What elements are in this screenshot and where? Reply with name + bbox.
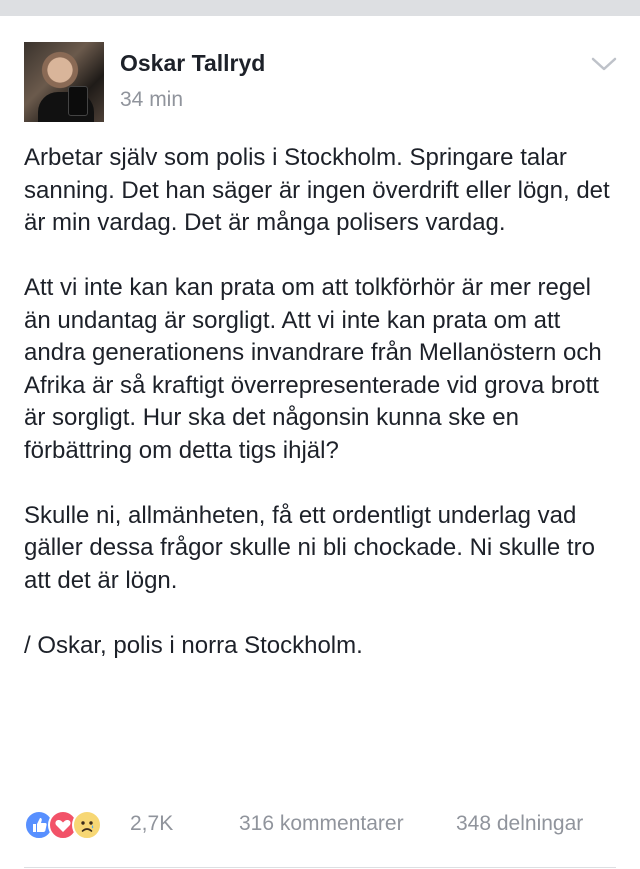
post-paragraph: Skulle ni, allmänheten, få ett ordentligt underlag vad gäller dessa frågor skulle ni bli chockade. Ni skulle tro att det är lögn. [24, 501, 595, 594]
post-card [0, 16, 640, 869]
post-paragraph: Arbetar själv som polis i Stockholm. Springare talar sanning. Det han säger är ingen överdrift eller lögn, det är min vardag. Det är många polisers vardag. [24, 144, 610, 236]
reaction-count[interactable]: 2,7K [130, 812, 174, 835]
author-name[interactable]: Oskar Tallryd [120, 50, 266, 76]
post-timestamp[interactable]: 34 min [120, 88, 184, 111]
reactions-bar [24, 810, 624, 840]
comments-count[interactable]: 316 kommentarer [239, 812, 404, 835]
post-paragraph: Att vi inte kan kan prata om att tolkförhör är mer regel än undantag är sorgligt. Att vi inte kan prata om att andra generationens invandrare från Mellanöstern och Afrika är så kraftigt överrepresenterade vid grova brott är sorgligt. Hur ska det någonsin kunna ske en förbättring om detta tigs ihjäl? [24, 274, 602, 464]
post-signature: / Oskar, polis i norra Stockholm. [24, 631, 363, 659]
top-separator-bar [0, 0, 640, 16]
divider [24, 867, 616, 868]
post-body [24, 142, 624, 695]
sad-icon[interactable] [72, 810, 102, 840]
chevron-down-icon[interactable] [589, 54, 619, 74]
avatar[interactable] [24, 42, 104, 122]
shares-count[interactable]: 348 delningar [456, 812, 584, 835]
